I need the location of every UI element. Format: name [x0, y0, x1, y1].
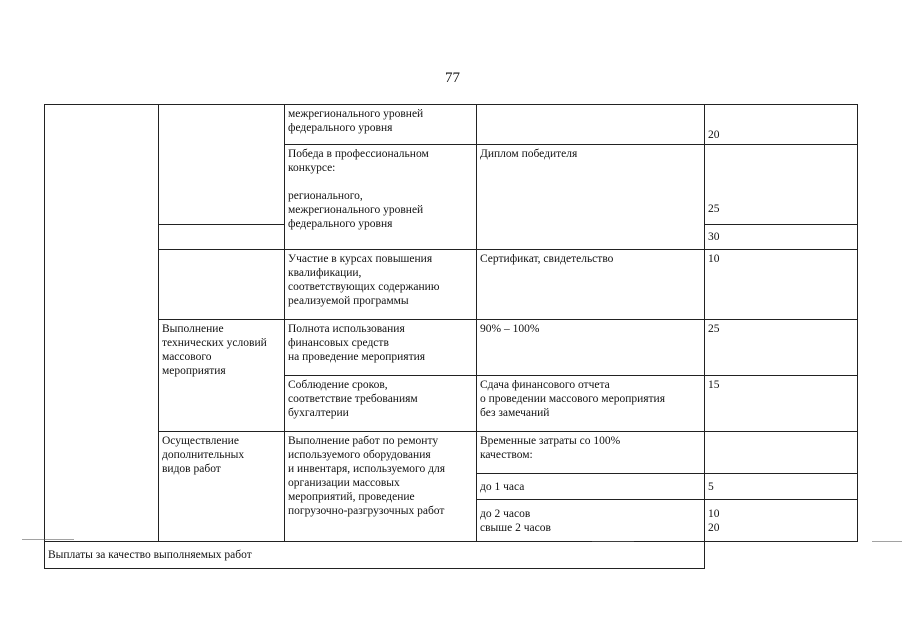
document-cell: до 1 часа: [477, 474, 705, 500]
points-cell: 10: [705, 250, 858, 320]
indicator-cell: Участие в курсах повышения квалификации, соответствующих содержанию реализуемой программы: [285, 250, 477, 320]
scan-artifact: [592, 541, 634, 542]
indicator-cell: Соблюдение сроков, соответствие требованиям бухгалтерии: [285, 376, 477, 432]
points-cell: 15: [705, 376, 858, 432]
indicator-cell: межрегионального уровней федерального уровня: [285, 105, 477, 145]
points-cell: 5: [705, 474, 858, 500]
scan-artifact: [22, 539, 74, 540]
document-cell-empty: [477, 105, 705, 145]
indicator-cell: Выполнение работ по ремонту используемого оборудования и инвентаря, используемого для организации массовых мероприятий, проведение погрузочно-разгрузочных работ: [285, 432, 477, 542]
points-cell: 25: [705, 320, 858, 376]
criterion-cell-empty: [159, 250, 285, 320]
page-number: 77: [445, 70, 460, 86]
indicator-cell: Полнота использования финансовых средств на проведение мероприятия: [285, 320, 477, 376]
document-cell: Сдача финансового отчета о проведении массового мероприятия без замечаний: [477, 376, 705, 432]
footer-cell: Выплаты за качество выполняемых работ: [45, 542, 705, 569]
criterion-cell: Выполнение технических условий массового мероприятия: [159, 320, 285, 432]
first-column-cell: [45, 105, 159, 542]
document-cell: Диплом победителя: [477, 145, 705, 250]
criterion-cell-empty: [159, 225, 285, 250]
scan-artifact: [872, 541, 902, 542]
points-cell: 25: [705, 145, 858, 225]
document-cell: до 2 часов свыше 2 часов: [477, 500, 705, 542]
points-cell: 10 20: [705, 500, 858, 542]
criterion-cell: Осуществление дополнительных видов работ: [159, 432, 285, 542]
points-cell: 30: [705, 225, 858, 250]
document-cell: Временные затраты со 100% качеством:: [477, 432, 705, 474]
document-cell: 90% – 100%: [477, 320, 705, 376]
document-cell: Сертификат, свидетельство: [477, 250, 705, 320]
criterion-cell-empty: [159, 105, 285, 225]
criteria-table: [44, 104, 858, 569]
points-cell-empty: [705, 432, 858, 474]
indicator-cell: Победа в профессиональном конкурсе: регионального, межрегионального уровней федерального уровня: [285, 145, 477, 250]
points-cell: 20: [705, 105, 858, 145]
